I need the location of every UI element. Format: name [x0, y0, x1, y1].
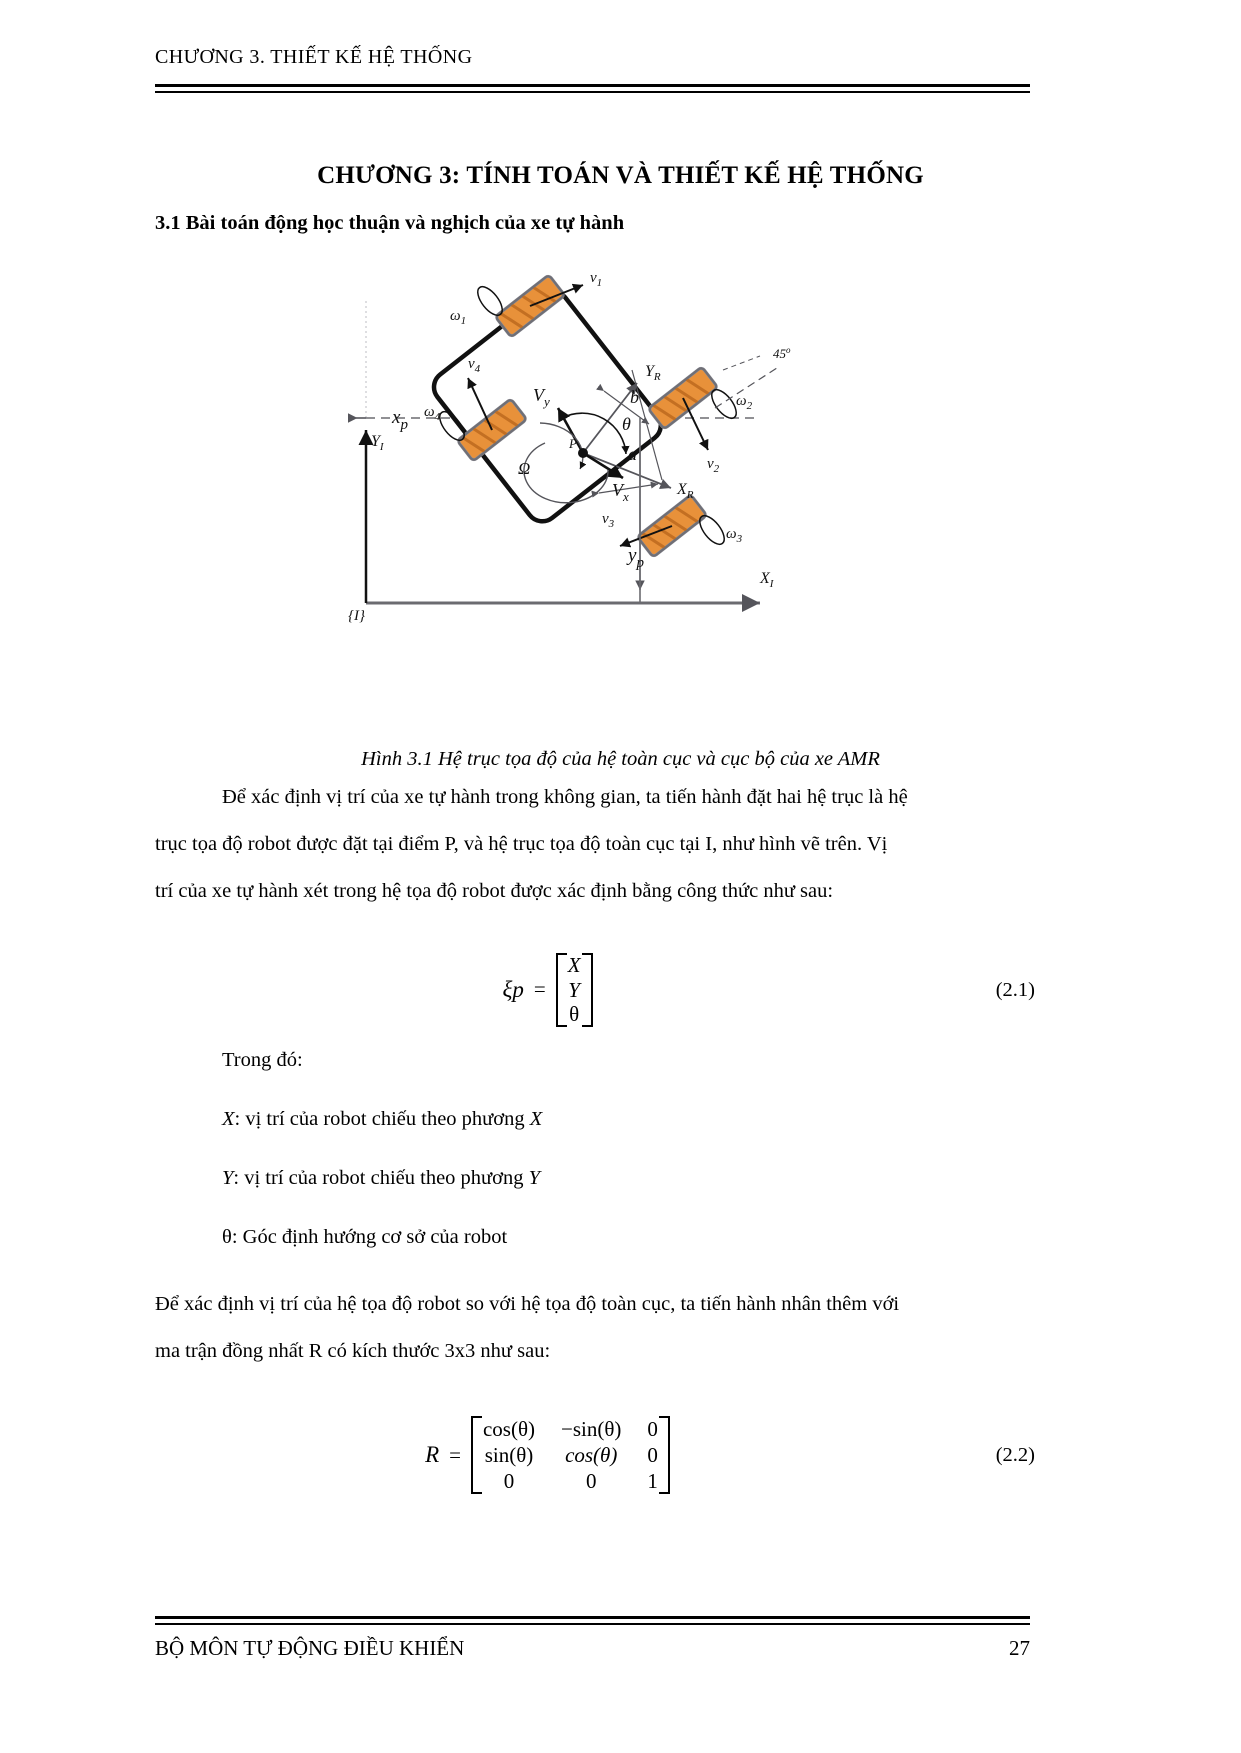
label-dim-a: a — [628, 444, 637, 464]
label-Vy: $V_y$ — [533, 385, 550, 409]
definition-Y-symbol: Y — [222, 1167, 234, 1189]
equation-2-2-lhs: R — [425, 1442, 440, 1467]
equation-2-2-matrix-brackets — [471, 1416, 670, 1495]
label-YR: $Y_R$ — [645, 363, 661, 383]
label-omega-3: $\omega_3$ — [726, 526, 743, 545]
footer-department: BỘ MÔN TỰ ĐỘNG ĐIỀU KHIỂN — [155, 1636, 465, 1660]
definition-Y-axis: Y — [528, 1167, 541, 1189]
equation-2-2-cell-r1c1: cos(θ) — [565, 1442, 618, 1467]
equation-2-1-cell-2: θ — [569, 1002, 580, 1027]
equation-2-1-body — [155, 953, 940, 1027]
definition-X — [222, 1108, 542, 1131]
figure-3-1-coordinate-systems — [340, 258, 810, 678]
label-frame-I: {I} — [348, 608, 365, 624]
label-v-1: $v_1$ — [590, 270, 603, 289]
trong-do-label: Trong đó: — [222, 1049, 303, 1071]
label-omega-center: Ω — [518, 459, 531, 478]
label-xp: $x_p$ — [392, 407, 408, 433]
definition-theta — [222, 1226, 507, 1249]
equation-2-1-matrix-brackets — [556, 953, 593, 1027]
equation-2-1-cell-0: X — [567, 952, 581, 977]
footer-rule-thick — [155, 1616, 1030, 1619]
equation-2-1-cell-1: Y — [568, 977, 580, 1002]
equation-2-2-equals: = — [449, 1442, 461, 1467]
equation-2-2-cell-r0c1: −sin(θ) — [561, 1416, 622, 1441]
page-title: CHƯƠNG 3: TÍNH TOÁN VÀ THIẾT KẾ HỆ THỐNG — [317, 162, 924, 189]
equation-2-2-cell-r1c2: 0 — [647, 1442, 658, 1467]
equation-2-2-cell-r2c2: 1 — [647, 1469, 658, 1494]
label-v-4: $v_4$ — [468, 356, 481, 375]
paragraph-1-line-3: trí của xe tự hành xét trong hệ tọa độ robot được xác định bằng công thức như sau: — [155, 880, 834, 902]
header-rule-thin — [155, 91, 1030, 93]
label-omega-1: $\omega_1$ — [450, 308, 467, 327]
equation-2-2-cell-r1c0: sin(θ) — [484, 1442, 534, 1467]
equation-2-1 — [155, 935, 1035, 1045]
definition-theta-symbol: θ — [222, 1226, 232, 1248]
definition-Y — [222, 1167, 540, 1190]
definition-X-symbol: X — [222, 1108, 235, 1130]
label-XI: $X_I$ — [760, 570, 774, 590]
section-heading: 3.1 Bài toán động học thuận và nghịch của xe tự hành — [155, 212, 625, 234]
label-45-degrees: 45$^o$ — [773, 345, 791, 361]
header-rule-thick — [155, 84, 1030, 87]
label-yp: $y_p$ — [628, 545, 644, 571]
label-v-3: $v_3$ — [602, 511, 615, 530]
label-point-P: P — [569, 436, 577, 451]
equation-2-2 — [155, 1390, 1035, 1520]
definition-X-text: : vị trí của robot chiếu theo phương — [234, 1108, 525, 1130]
equation-2-1-number: (2.1) — [995, 978, 1035, 1001]
label-dim-b: b — [630, 387, 639, 407]
running-header — [155, 46, 1030, 69]
label-YI: $Y_I$ — [371, 433, 384, 453]
running-header-title: CHƯƠNG 3. THIẾT KẾ HỆ THỐNG — [155, 46, 473, 68]
paragraph-2-line-1: Để xác định vị trí của hệ tọa độ robot so với hệ tọa độ toàn cục, ta tiến hành nhân thêm với — [155, 1293, 900, 1315]
definition-theta-text: : Góc định hướng cơ sở của robot — [231, 1226, 508, 1248]
equation-2-1-lhs: ξp — [502, 976, 524, 1002]
paragraph-1-line-2: trục tọa độ robot được đặt tại điểm P, và hệ trục tọa độ toàn cục tại I, như hình vẽ trên. Vị — [155, 833, 888, 855]
label-XR: $X_R$ — [677, 481, 694, 501]
footer-rule-thin — [155, 1623, 1030, 1625]
equation-2-2-cell-r0c0: cos(θ) — [482, 1416, 536, 1441]
equation-2-2-cell-r2c0: 0 — [503, 1469, 515, 1494]
label-Vx: $V_x$ — [612, 480, 629, 504]
figure-caption: Hình 3.1 Hệ trục tọa độ của hệ toàn cục và cục bộ của xe AMR — [361, 748, 880, 770]
label-omega-4: $\omega_4$ — [424, 404, 441, 423]
equation-2-1-equals: = — [533, 977, 546, 1002]
page-footer — [155, 1636, 1030, 1661]
label-v-2: $v_2$ — [707, 456, 720, 475]
definition-Y-text: : vị trí của robot chiếu theo phương — [233, 1167, 524, 1189]
paragraph-2-line-2: ma trận đồng nhất R có kích thước 3x3 như sau: — [155, 1340, 551, 1362]
paragraph-1-line-1: Để xác định vị trí của xe tự hành trong không gian, ta tiến hành đặt hai hệ trục là hệ — [222, 786, 908, 808]
equation-2-2-cell-r2c1: 0 — [585, 1469, 597, 1494]
equation-2-2-body — [155, 1416, 940, 1495]
definition-X-axis: X — [529, 1108, 543, 1130]
equation-2-2-number: (2.2) — [995, 1443, 1035, 1466]
label-omega-2: $\omega_2$ — [736, 393, 753, 412]
label-theta: θ — [622, 414, 631, 434]
equation-2-2-cell-r0c2: 0 — [647, 1416, 658, 1441]
page-number: 27 — [1009, 1636, 1030, 1660]
